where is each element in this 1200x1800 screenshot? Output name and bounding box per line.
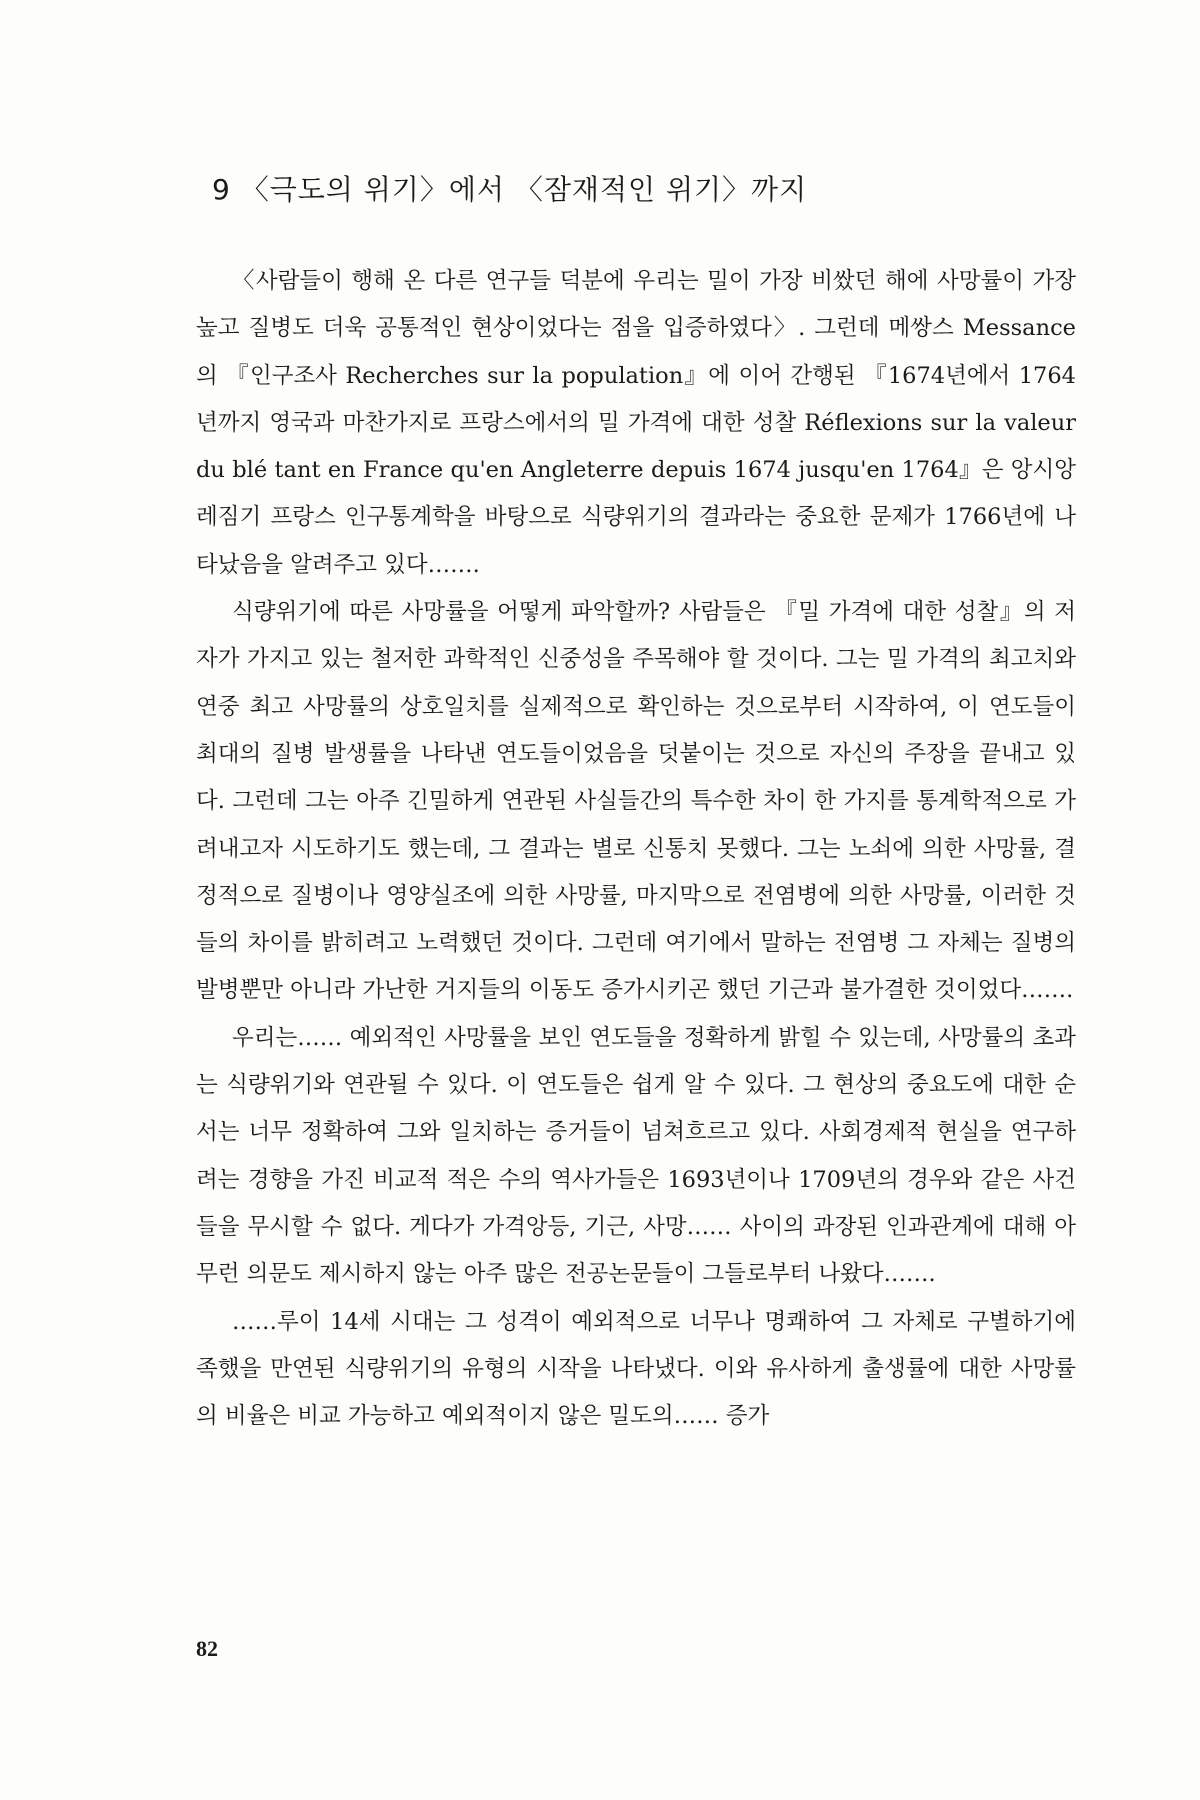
section-title: 9 〈극도의 위기〉에서 〈잠재적인 위기〉까지 [212, 173, 808, 206]
paragraph-4: ……루이 14세 시대는 그 성격이 예외적으로 너무나 명쾌하여 그 자체로 구별하기에 족했을 만연된 식량위기의 유형의 시작을 나타냈다. 이와 유사하게 출생률에 대한 사망률의 비율은 비교 가능하고 예외적이지 않은 밀도의…… 증가 [196, 1308, 1076, 1430]
body-text [196, 258, 1076, 1440]
paragraph-3: 우리는…… 예외적인 사망률을 보인 연도들을 정확하게 밝힐 수 있는데, 사망률의 초과는 식량위기와 연관될 수 있다. 이 연도들은 쉽게 알 수 있다. 그 현상의 중요도에 대한 순서는 너무 정확하여 그와 일치하는 증거들이 넘쳐흐르고 있다. 사회경제적 현실을 연구하려는 경향을 가진 비교적 적은 수의 역사가들은 1693년이나 1709년의 경우와 같은 사건들을 무시할 수 없다. 게다가 가격앙등, 기근, 사망…… 사이의 과장된 인과관계에 대해 아무런 의문도 제시하지 않는 아주 많은 전공논문들이 그들로부터 나왔다……. [196, 1024, 1076, 1288]
paragraph-1: 〈사람들이 행해 온 다른 연구들 덕분에 우리는 밀이 가장 비쌌던 해에 사망률이 가장 높고 질병도 더욱 공통적인 현상이었다는 점을 입증하였다〉. 그런데 메쌍스 Messance의 『인구조사 Recherches sur la population』에 이어 간행된 『1674년에서 1764년까지 영국과 마찬가지로 프랑스에서의 밀 가격에 대한 성찰 Réflexions sur la valeur du blé tant en France qu'en Angleterre depuis 1674 jusqu'en 1764』은 앙시앙 레짐기 프랑스 인구통계학을 바탕으로 식량위기의 결과라는 중요한 문제가 1766년에 나타났음을 알려주고 있다……. [196, 268, 1076, 578]
paragraph-2: 식량위기에 따른 사망률을 어떻게 파악할까? 사람들은 『밀 가격에 대한 성찰』의 저자가 가지고 있는 철저한 과학적인 신중성을 주목해야 할 것이다. 그는 밀 가격의 최고치와 연중 최고 사망률의 상호일치를 실제적으로 확인하는 것으로부터 시작하여, 이 연도들이 최대의 질병 발생률을 나타낸 연도들이었음을 덧붙이는 것으로 자신의 주장을 끝내고 있다. 그런데 그는 아주 긴밀하게 연관된 사실들간의 특수한 차이 한 가지를 통계학적으로 가려내고자 시도하기도 했는데, 그 결과는 별로 신통치 못했다. 그는 노쇠에 의한 사망률, 결정적으로 질병이나 영양실조에 의한 사망률, 마지막으로 전염병에 의한 사망률, 이러한 것들의 차이를 밝히려고 노력했던 것이다. 그런데 여기에서 말하는 전염병 그 자체는 질병의 발병뿐만 아니라 가난한 거지들의 이동도 증가시키곤 했던 기근과 불가결한 것이었다……. [196, 599, 1076, 1004]
page-number: 82 [196, 1636, 218, 1661]
